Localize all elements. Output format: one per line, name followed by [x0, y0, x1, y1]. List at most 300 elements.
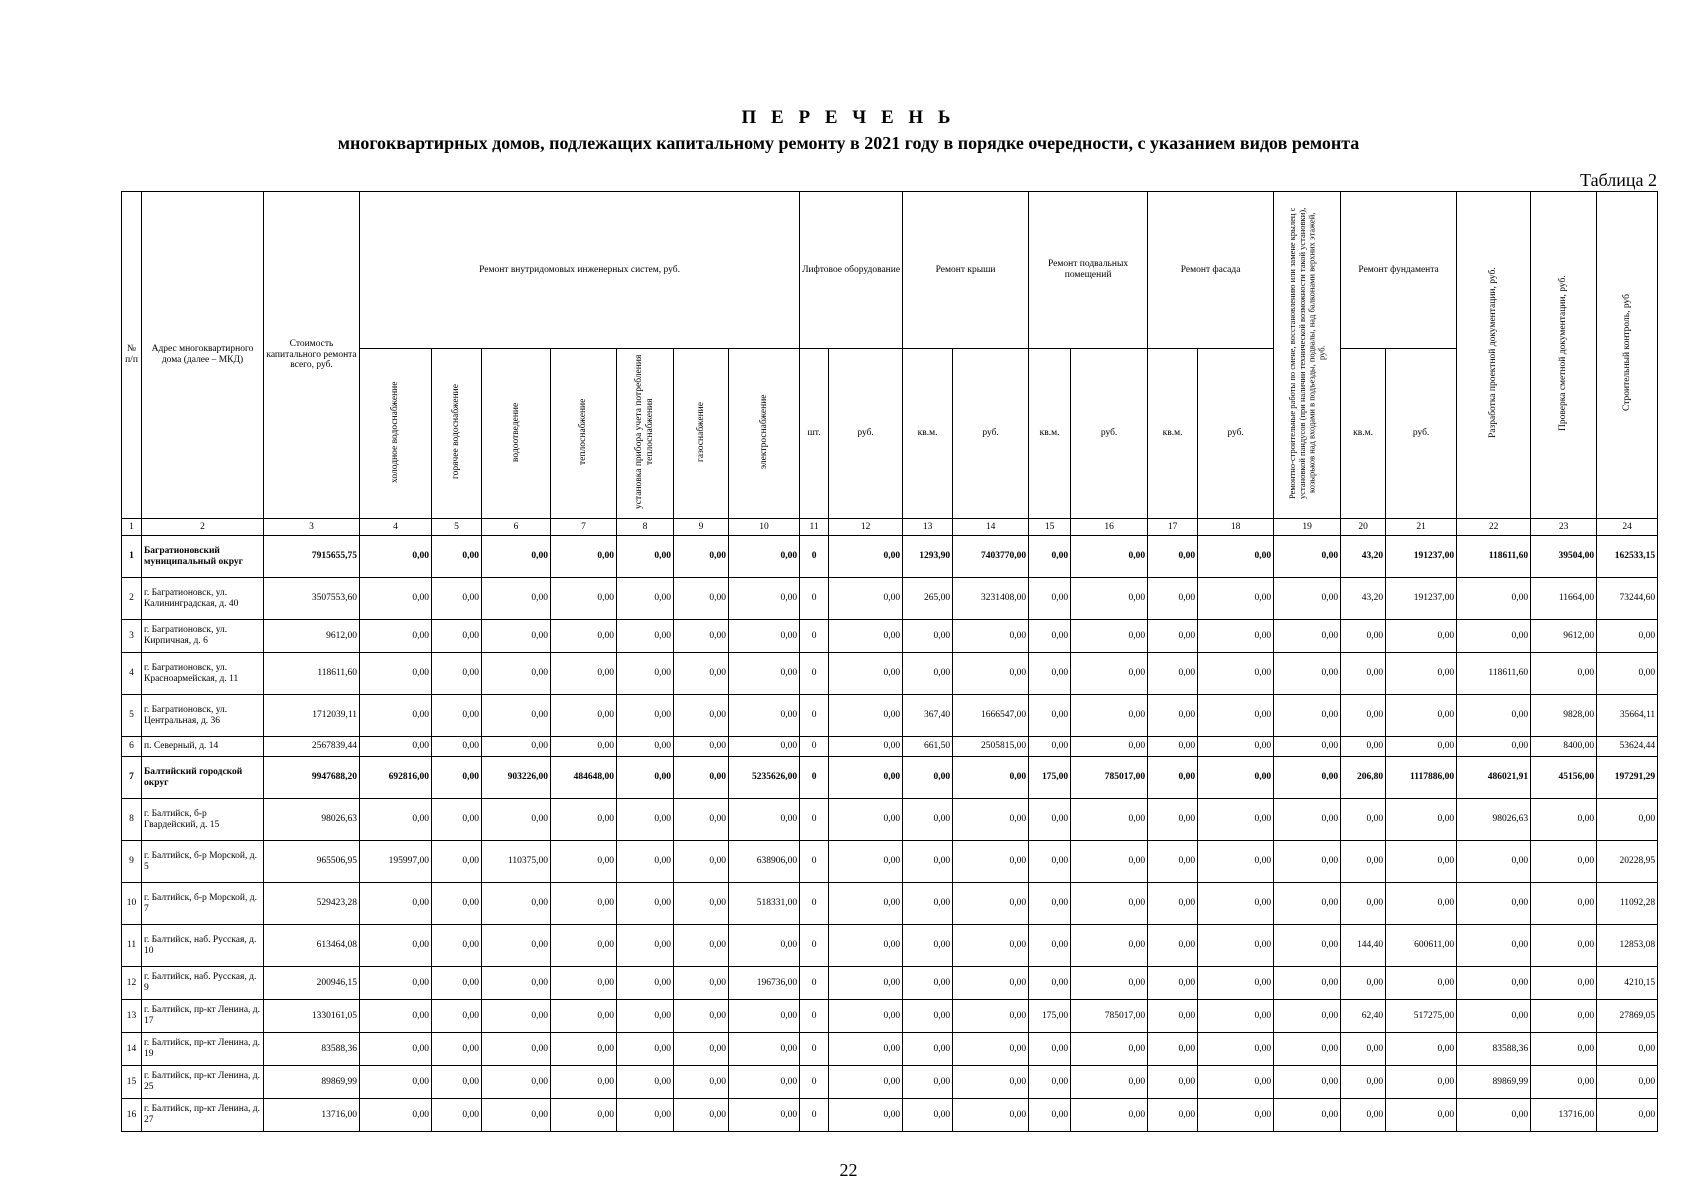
row-value: 0,00	[1386, 841, 1457, 883]
row-value: 0,00	[432, 925, 482, 967]
col-num: 12	[829, 519, 903, 536]
row-value: 0,00	[1274, 1099, 1341, 1132]
row-value: 0	[800, 841, 829, 883]
row-value: 0,00	[953, 841, 1029, 883]
row-value: 0,00	[829, 695, 903, 737]
row-value: 9947688,20	[264, 757, 360, 799]
row-value: 0,00	[1071, 578, 1148, 620]
row-value: 0,00	[1148, 883, 1198, 925]
row-number: 7	[122, 757, 142, 799]
row-value: 0,00	[674, 1000, 729, 1033]
row-value: 0,00	[829, 967, 903, 1000]
row-value: 0,00	[1386, 620, 1457, 653]
row-value: 0,00	[674, 578, 729, 620]
header-control	[1597, 192, 1658, 519]
col-num: 22	[1457, 519, 1531, 536]
row-value: 0,00	[1198, 695, 1274, 737]
row-value: 0,00	[1071, 653, 1148, 695]
row-value: 0,00	[551, 578, 617, 620]
row-value: 110375,00	[482, 841, 551, 883]
row-value: 0,00	[1071, 1066, 1148, 1099]
row-value: 0,00	[617, 536, 674, 578]
row-value: 0,00	[1597, 1066, 1658, 1099]
row-value: 0,00	[1148, 967, 1198, 1000]
row-value: 0,00	[729, 799, 800, 841]
row-value: 7915655,75	[264, 536, 360, 578]
row-value: 0,00	[1386, 1066, 1457, 1099]
row-value: 0,00	[1274, 799, 1341, 841]
row-value: 0,00	[674, 536, 729, 578]
row-value: 0,00	[1386, 1099, 1457, 1132]
table-row	[122, 757, 1658, 799]
row-value: 43,20	[1341, 578, 1386, 620]
row-value: 0,00	[1597, 620, 1658, 653]
col-num: 8	[617, 519, 674, 536]
row-value: 0,00	[1029, 883, 1071, 925]
row-value: 0,00	[953, 1099, 1029, 1132]
row-value: 195997,00	[360, 841, 432, 883]
row-value: 0,00	[360, 578, 432, 620]
row-value: 0	[800, 578, 829, 620]
col-num: 3	[264, 519, 360, 536]
row-value: 0,00	[1274, 1000, 1341, 1033]
row-value: 613464,08	[264, 925, 360, 967]
row-value: 0,00	[1198, 1000, 1274, 1033]
table-row	[122, 1033, 1658, 1066]
row-value: 0,00	[1029, 1099, 1071, 1132]
header-roof: Ремонт крыши	[903, 192, 1029, 349]
row-value: 0,00	[829, 536, 903, 578]
row-address: г. Багратионовск, ул. Кирпичная, д. 6	[142, 620, 264, 653]
header-electric-text: электроснабжение	[758, 394, 769, 469]
header-roof-sqm: кв.м.	[903, 349, 953, 519]
row-value: 118611,60	[1457, 653, 1531, 695]
row-value: 0,00	[903, 757, 953, 799]
header-control-text: Строительный контроль, руб	[1621, 294, 1632, 412]
col-num: 5	[432, 519, 482, 536]
col-num: 18	[1198, 519, 1274, 536]
row-value: 0	[800, 1099, 829, 1132]
row-value: 0,00	[674, 925, 729, 967]
row-value: 0,00	[1198, 620, 1274, 653]
row-value: 0,00	[360, 967, 432, 1000]
row-value: 0,00	[360, 737, 432, 757]
row-value: 11664,00	[1531, 578, 1597, 620]
row-value: 0,00	[1531, 967, 1597, 1000]
row-address: г. Балтийск, б-р Морской, д. 5	[142, 841, 264, 883]
row-value: 0,00	[1341, 1099, 1386, 1132]
row-value: 0,00	[482, 653, 551, 695]
row-value: 191237,00	[1386, 536, 1457, 578]
col-num: 19	[1274, 519, 1341, 536]
row-value: 0,00	[1071, 620, 1148, 653]
col-num: 4	[360, 519, 432, 536]
row-value: 0,00	[1148, 841, 1198, 883]
header-electric	[729, 349, 800, 519]
row-value: 0	[800, 757, 829, 799]
row-value: 0,00	[729, 737, 800, 757]
row-value: 0,00	[1198, 653, 1274, 695]
row-value: 0,00	[1457, 695, 1531, 737]
col-num: 24	[1597, 519, 1658, 536]
row-value: 0,00	[432, 1066, 482, 1099]
row-value: 0,00	[617, 757, 674, 799]
row-value: 0	[800, 536, 829, 578]
row-value: 11092,28	[1597, 883, 1658, 925]
header-basement: Ремонт подвальных помещений	[1029, 192, 1148, 349]
header-cost: Стоимость капитального ремонта всего, руб.	[264, 192, 360, 519]
header-foundation-sqm: кв.м.	[1341, 349, 1386, 519]
row-value: 0,00	[1198, 799, 1274, 841]
table-row	[122, 883, 1658, 925]
row-number: 10	[122, 883, 142, 925]
col-num: 13	[903, 519, 953, 536]
row-value: 43,20	[1341, 536, 1386, 578]
row-value: 0,00	[551, 1099, 617, 1132]
row-value: 0,00	[1531, 883, 1597, 925]
row-address: г. Балтийск, б-р Морской, д. 7	[142, 883, 264, 925]
row-value: 0,00	[1148, 536, 1198, 578]
row-number: 12	[122, 967, 142, 1000]
header-engineering: Ремонт внутридомовых инженерных систем, руб.	[360, 192, 800, 349]
col-num: 17	[1148, 519, 1198, 536]
row-value: 0,00	[1274, 841, 1341, 883]
header-lift-rub: руб.	[829, 349, 903, 519]
row-value: 0,00	[729, 695, 800, 737]
row-value: 0,00	[551, 925, 617, 967]
row-value: 0,00	[1341, 841, 1386, 883]
header-project-docs	[1457, 192, 1531, 519]
row-value: 0,00	[360, 799, 432, 841]
row-value: 0	[800, 695, 829, 737]
row-number: 16	[122, 1099, 142, 1132]
row-value: 0	[800, 653, 829, 695]
row-value: 0,00	[953, 653, 1029, 695]
row-value: 0,00	[829, 841, 903, 883]
row-value: 0,00	[432, 757, 482, 799]
row-value: 0,00	[1071, 1033, 1148, 1066]
row-address: г. Балтийск, наб. Русская, д. 9	[142, 967, 264, 1000]
row-value: 0,00	[1198, 578, 1274, 620]
row-value: 0,00	[432, 883, 482, 925]
table-row	[122, 620, 1658, 653]
row-value: 0,00	[903, 799, 953, 841]
row-value: 0	[800, 967, 829, 1000]
row-value: 0,00	[1198, 883, 1274, 925]
col-num: 21	[1386, 519, 1457, 536]
row-value: 0,00	[617, 737, 674, 757]
table-row	[122, 578, 1658, 620]
row-value: 0,00	[953, 1033, 1029, 1066]
row-value: 0,00	[674, 737, 729, 757]
row-value: 0	[800, 737, 829, 757]
row-value: 0,00	[617, 578, 674, 620]
row-value: 692816,00	[360, 757, 432, 799]
row-value: 0,00	[432, 799, 482, 841]
row-value: 0,00	[432, 695, 482, 737]
row-value: 0,00	[432, 737, 482, 757]
row-value: 0,00	[1148, 695, 1198, 737]
row-value: 638906,00	[729, 841, 800, 883]
row-value: 0,00	[729, 578, 800, 620]
row-value: 0,00	[729, 653, 800, 695]
row-value: 0	[800, 1000, 829, 1033]
header-construction	[1274, 192, 1341, 519]
row-value: 0	[800, 925, 829, 967]
row-value: 0,00	[1071, 925, 1148, 967]
row-value: 0,00	[903, 1099, 953, 1132]
row-number: 15	[122, 1066, 142, 1099]
row-number: 5	[122, 695, 142, 737]
row-value: 0,00	[829, 1099, 903, 1132]
row-value: 0,00	[1071, 737, 1148, 757]
row-value: 0,00	[729, 1066, 800, 1099]
row-value: 0,00	[829, 653, 903, 695]
row-value: 0,00	[482, 1099, 551, 1132]
row-address: г. Балтийск, пр-кт Ленина, д. 17	[142, 1000, 264, 1033]
row-value: 197291,29	[1597, 757, 1658, 799]
row-value: 0,00	[1457, 737, 1531, 757]
row-value: 0,00	[1029, 841, 1071, 883]
row-value: 0,00	[1071, 841, 1148, 883]
row-value: 0,00	[829, 925, 903, 967]
row-value: 0,00	[903, 653, 953, 695]
row-value: 0	[800, 1066, 829, 1099]
row-value: 0,00	[1274, 967, 1341, 1000]
row-value: 661,50	[903, 737, 953, 757]
row-value: 12853,08	[1597, 925, 1658, 967]
row-value: 0,00	[1029, 967, 1071, 1000]
row-value: 89869,99	[264, 1066, 360, 1099]
row-value: 0,00	[1148, 1033, 1198, 1066]
header-meter-text: установка прибора учета потребления теплоснабжения	[634, 354, 655, 509]
row-value: 0,00	[1274, 578, 1341, 620]
row-value: 0,00	[903, 925, 953, 967]
row-value: 35664,11	[1597, 695, 1658, 737]
row-value: 0,00	[1274, 653, 1341, 695]
table-row	[122, 695, 1658, 737]
row-value: 0,00	[674, 841, 729, 883]
row-value: 0,00	[1457, 1099, 1531, 1132]
row-value: 0,00	[829, 737, 903, 757]
row-address: г. Балтийск, пр-кт Ленина, д. 27	[142, 1099, 264, 1132]
row-value: 0,00	[829, 1000, 903, 1033]
row-value: 0,00	[729, 1033, 800, 1066]
row-value: 0,00	[953, 967, 1029, 1000]
row-value: 5235626,00	[729, 757, 800, 799]
table-row	[122, 737, 1658, 757]
row-value: 0,00	[674, 653, 729, 695]
row-value: 0,00	[1029, 695, 1071, 737]
row-value: 0,00	[1274, 536, 1341, 578]
row-value: 73244,60	[1597, 578, 1658, 620]
row-value: 0,00	[432, 578, 482, 620]
row-value: 0,00	[360, 536, 432, 578]
row-value: 0,00	[1148, 1066, 1198, 1099]
row-value: 0,00	[360, 1033, 432, 1066]
row-value: 0,00	[617, 1000, 674, 1033]
header-gas-text: газоснабжение	[695, 401, 706, 462]
row-value: 0,00	[903, 883, 953, 925]
row-value: 118611,60	[1457, 536, 1531, 578]
row-value: 0,00	[1531, 925, 1597, 967]
row-value: 0,00	[1386, 799, 1457, 841]
row-value: 0,00	[551, 620, 617, 653]
row-value: 8400,00	[1531, 737, 1597, 757]
col-num: 23	[1531, 519, 1597, 536]
row-value: 0,00	[482, 1000, 551, 1033]
row-value: 0,00	[1457, 1000, 1531, 1033]
header-facade-rub: руб.	[1198, 349, 1274, 519]
col-num: 2	[142, 519, 264, 536]
row-value: 0,00	[1198, 737, 1274, 757]
row-value: 0,00	[1274, 620, 1341, 653]
row-value: 118611,60	[264, 653, 360, 695]
row-value: 0,00	[1341, 799, 1386, 841]
header-project-docs-text: Разработка проектной документации, руб.	[1488, 267, 1499, 439]
row-value: 200946,15	[264, 967, 360, 1000]
row-value: 529423,28	[264, 883, 360, 925]
row-value: 89869,99	[1457, 1066, 1531, 1099]
row-value: 0,00	[953, 620, 1029, 653]
row-value: 0,00	[360, 925, 432, 967]
repair-list-table	[121, 191, 1658, 1132]
row-value: 0,00	[482, 799, 551, 841]
table-row	[122, 925, 1658, 967]
row-value: 1293,90	[903, 536, 953, 578]
row-value: 0,00	[953, 799, 1029, 841]
row-value: 27869,05	[1597, 1000, 1658, 1033]
header-num: № п/п	[122, 192, 142, 519]
row-value: 0,00	[551, 1033, 617, 1066]
row-value: 0,00	[1386, 695, 1457, 737]
row-value: 0	[800, 883, 829, 925]
row-value: 0,00	[903, 967, 953, 1000]
header-facade-sqm: кв.м.	[1148, 349, 1198, 519]
row-value: 0,00	[482, 1066, 551, 1099]
row-address: г. Багратионовск, ул. Красноармейская, д. 11	[142, 653, 264, 695]
row-value: 0,00	[903, 841, 953, 883]
row-value: 0	[800, 799, 829, 841]
row-value: 0,00	[1148, 653, 1198, 695]
row-value: 0,00	[432, 967, 482, 1000]
header-meter	[617, 349, 674, 519]
row-value: 9612,00	[1531, 620, 1597, 653]
row-value: 0,00	[432, 653, 482, 695]
row-value: 0,00	[1071, 1099, 1148, 1132]
row-value: 0,00	[1274, 1066, 1341, 1099]
row-value: 0,00	[1341, 1066, 1386, 1099]
row-value: 0,00	[1198, 1066, 1274, 1099]
row-value: 0,00	[617, 620, 674, 653]
row-value: 0,00	[432, 1033, 482, 1066]
row-value: 0	[800, 620, 829, 653]
row-value: 0,00	[829, 799, 903, 841]
row-value: 0,00	[1597, 799, 1658, 841]
table-row	[122, 841, 1658, 883]
header-basement-sqm: кв.м.	[1029, 349, 1071, 519]
header-estimate-check	[1531, 192, 1597, 519]
row-value: 0,00	[1148, 620, 1198, 653]
row-value: 0,00	[1198, 1099, 1274, 1132]
col-num: 15	[1029, 519, 1071, 536]
row-value: 0,00	[1274, 695, 1341, 737]
row-address: г. Балтийск, пр-кт Ленина, д. 19	[142, 1033, 264, 1066]
row-value: 0,00	[551, 536, 617, 578]
row-value: 0,00	[617, 1066, 674, 1099]
row-value: 98026,63	[264, 799, 360, 841]
row-value: 196736,00	[729, 967, 800, 1000]
row-value: 0,00	[360, 1000, 432, 1033]
row-value: 0,00	[1029, 1066, 1071, 1099]
row-value: 0,00	[1029, 536, 1071, 578]
page-number: 22	[839, 1160, 858, 1180]
row-value: 0,00	[432, 1000, 482, 1033]
row-number: 11	[122, 925, 142, 967]
row-value: 0,00	[1274, 737, 1341, 757]
row-value: 0,00	[1071, 883, 1148, 925]
row-value: 175,00	[1029, 757, 1071, 799]
header-cold-water	[360, 349, 432, 519]
row-value: 0,00	[674, 695, 729, 737]
col-num: 7	[551, 519, 617, 536]
row-value: 785017,00	[1071, 757, 1148, 799]
row-value: 0,00	[1148, 578, 1198, 620]
row-value: 0,00	[551, 695, 617, 737]
row-value: 0,00	[829, 620, 903, 653]
row-value: 0,00	[1341, 883, 1386, 925]
header-basement-rub: руб.	[1071, 349, 1148, 519]
row-value: 191237,00	[1386, 578, 1457, 620]
row-value: 0,00	[432, 1099, 482, 1132]
table-row	[122, 1000, 1658, 1033]
row-value: 0,00	[482, 695, 551, 737]
row-value: 0,00	[1341, 620, 1386, 653]
header-lift-pcs: шт.	[800, 349, 829, 519]
row-value: 0,00	[1341, 653, 1386, 695]
header-foundation-rub: руб.	[1386, 349, 1457, 519]
col-num: 1	[122, 519, 142, 536]
row-value: 0,00	[617, 1033, 674, 1066]
row-value: 2567839,44	[264, 737, 360, 757]
row-value: 0,00	[1148, 1099, 1198, 1132]
row-value: 0,00	[551, 737, 617, 757]
row-value: 0,00	[674, 620, 729, 653]
row-value: 484648,00	[551, 757, 617, 799]
row-value: 785017,00	[1071, 1000, 1148, 1033]
row-value: 0,00	[1341, 1033, 1386, 1066]
table-row	[122, 1066, 1658, 1099]
header-lift: Лифтовое оборудование	[800, 192, 903, 349]
row-value: 0,00	[1386, 737, 1457, 757]
row-value: 45156,00	[1531, 757, 1597, 799]
row-value: 1117886,00	[1386, 757, 1457, 799]
row-value: 0,00	[829, 757, 903, 799]
row-value: 367,40	[903, 695, 953, 737]
row-address: г. Балтийск, наб. Русская, д. 10	[142, 925, 264, 967]
row-value: 0,00	[829, 1066, 903, 1099]
row-value: 0,00	[1457, 578, 1531, 620]
header-heating-text: теплоснабжение	[578, 398, 589, 465]
row-value: 0,00	[903, 620, 953, 653]
row-value: 0,00	[432, 536, 482, 578]
row-address: Багратионовский муниципальный округ	[142, 536, 264, 578]
row-number: 9	[122, 841, 142, 883]
row-value: 0,00	[1341, 967, 1386, 1000]
row-value: 0,00	[674, 757, 729, 799]
row-value: 0,00	[482, 536, 551, 578]
row-value: 0,00	[1029, 653, 1071, 695]
